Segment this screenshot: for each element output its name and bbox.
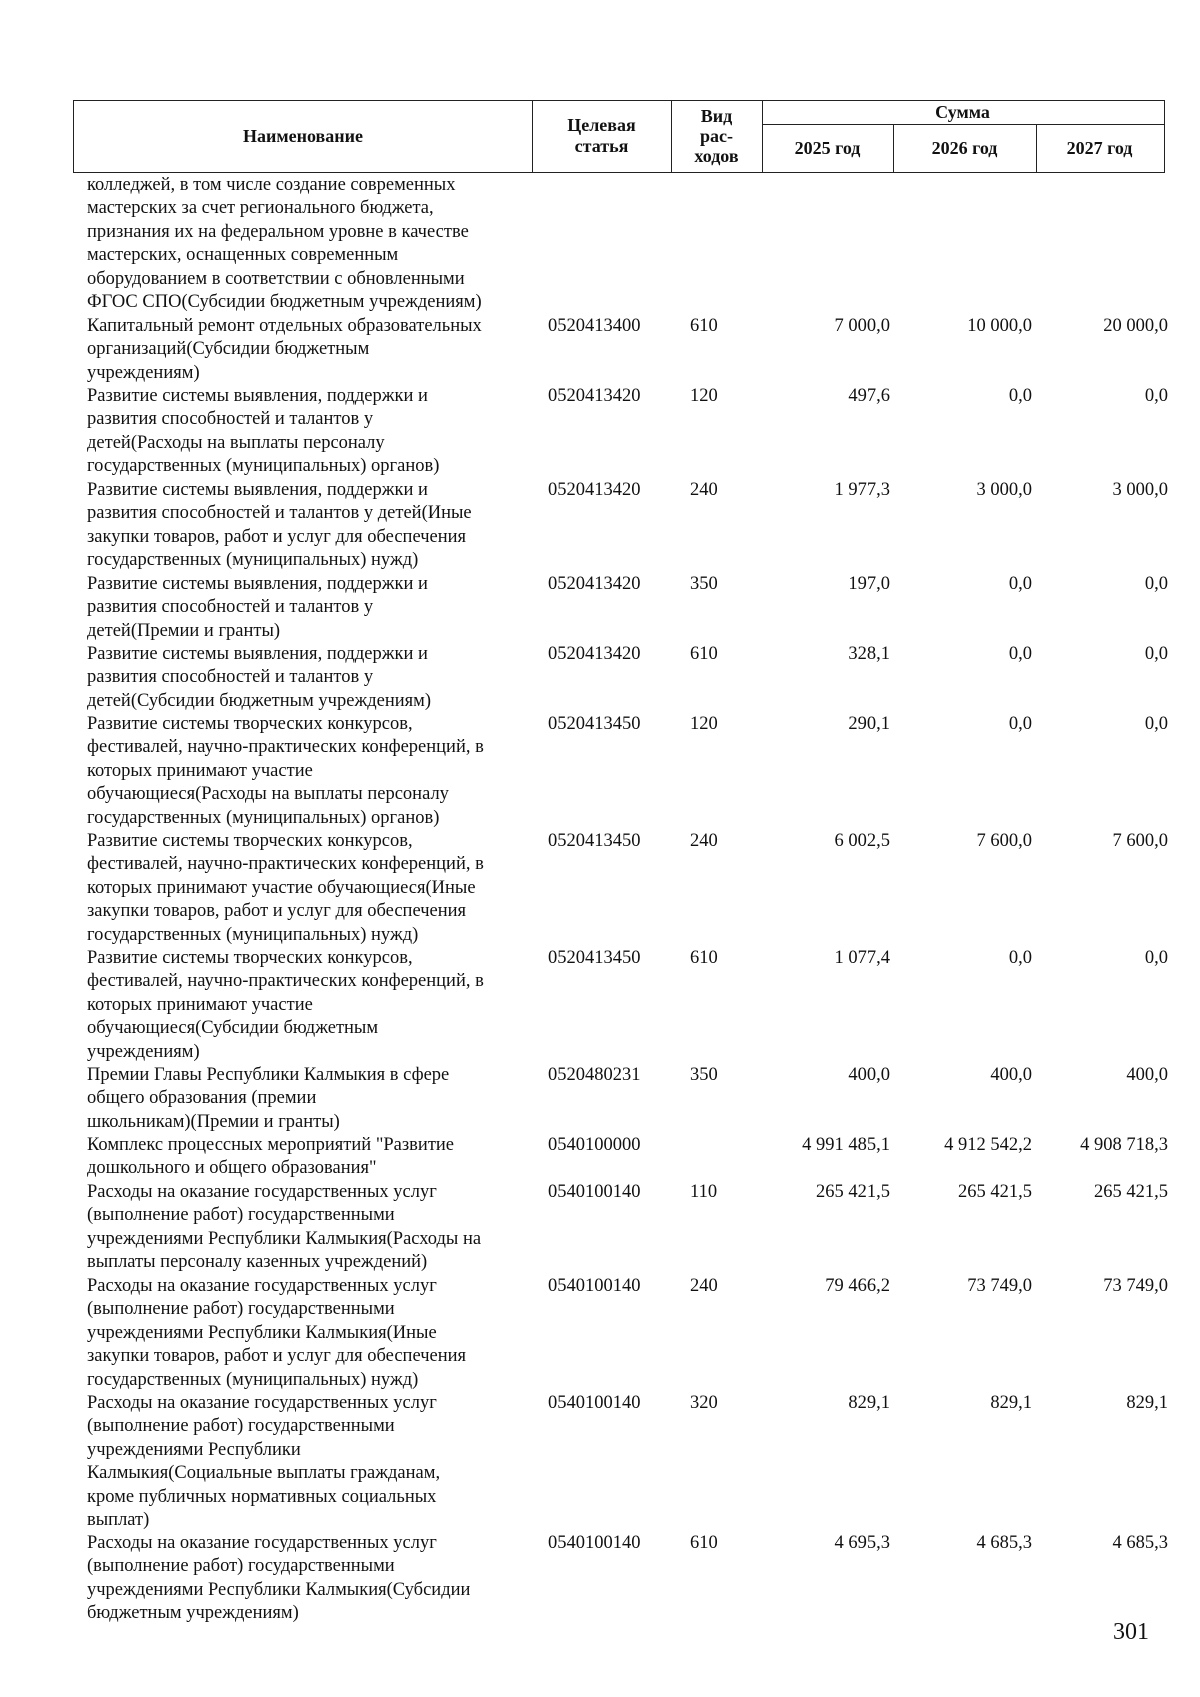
row-sum-2026: 0,0 bbox=[1008, 644, 1032, 664]
row-expense-type: 240 bbox=[690, 1276, 718, 1296]
row-sum-2027: 73 749,0 bbox=[1103, 1276, 1168, 1296]
row-name: Капитальный ремонт отдельных образовательных организаций(Субсидии бюджетным учреждениям) bbox=[87, 316, 482, 383]
row-sum-2026: 73 749,0 bbox=[967, 1276, 1032, 1296]
row-sum-2027: 4 908 718,3 bbox=[1080, 1135, 1168, 1155]
row-target-article: 0520413420 bbox=[548, 386, 641, 406]
row-expense-type: 610 bbox=[690, 948, 718, 968]
header-sum: Сумма bbox=[935, 102, 990, 122]
row-sum-2025: 7 000,0 bbox=[834, 316, 890, 336]
row-sum-2026: 0,0 bbox=[1008, 574, 1032, 594]
row-expense-type: 110 bbox=[690, 1182, 718, 1202]
row-expense-type: 240 bbox=[690, 480, 718, 500]
header-target-article: Целевая статья bbox=[567, 115, 636, 156]
row-expense-type: 320 bbox=[690, 1393, 718, 1413]
row-target-article: 0520480231 bbox=[548, 1065, 641, 1085]
row-sum-2026: 829,1 bbox=[990, 1393, 1032, 1413]
row-target-article: 0540100000 bbox=[548, 1135, 641, 1155]
row-sum-2026: 0,0 bbox=[1008, 386, 1032, 406]
row-sum-2025: 6 002,5 bbox=[834, 831, 890, 851]
row-target-article: 0520413400 bbox=[548, 316, 641, 336]
row-target-article: 0520413420 bbox=[548, 574, 641, 594]
row-name: Расходы на оказание государственных услуг (выполнение работ) государственными учреждениями Республики Калмыкия(Социальные выплаты гражданам, кроме публичных нормативных социальных выплат) bbox=[87, 1393, 441, 1531]
row-expense-type: 350 bbox=[690, 1065, 718, 1085]
row-sum-2025: 290,1 bbox=[848, 714, 890, 734]
row-target-article: 0540100140 bbox=[548, 1182, 641, 1202]
row-sum-2025: 1 977,3 bbox=[834, 480, 890, 500]
page-number: 301 bbox=[1113, 1619, 1149, 1645]
row-sum-2027: 20 000,0 bbox=[1103, 316, 1168, 336]
row-sum-2027: 7 600,0 bbox=[1112, 831, 1168, 851]
row-target-article: 0520413450 bbox=[548, 948, 641, 968]
row-name: Развитие системы выявления, поддержки и развития способностей и талантов у детей(Субсидии бюджетным учреждениям) bbox=[87, 644, 432, 711]
row-sum-2027: 4 685,3 bbox=[1112, 1533, 1168, 1553]
row-sum-2025: 79 466,2 bbox=[825, 1276, 890, 1296]
row-sum-2025: 265 421,5 bbox=[816, 1182, 890, 1202]
row-expense-type: 120 bbox=[690, 386, 718, 406]
row-target-article: 0540100140 bbox=[548, 1533, 641, 1553]
row-sum-2026: 4 685,3 bbox=[976, 1533, 1032, 1553]
row-sum-2026: 0,0 bbox=[1008, 948, 1032, 968]
row-sum-2026: 265 421,5 bbox=[958, 1182, 1032, 1202]
row-sum-2025: 4 991 485,1 bbox=[802, 1135, 890, 1155]
row-sum-2027: 400,0 bbox=[1126, 1065, 1168, 1085]
row-sum-2026: 4 912 542,2 bbox=[944, 1135, 1032, 1155]
row-target-article: 0540100140 bbox=[548, 1393, 641, 1413]
row-sum-2025: 497,6 bbox=[848, 386, 890, 406]
row-sum-2025: 4 695,3 bbox=[834, 1533, 890, 1553]
row-expense-type: 610 bbox=[690, 644, 718, 664]
row-sum-2027: 265 421,5 bbox=[1094, 1182, 1168, 1202]
row-sum-2025: 400,0 bbox=[848, 1065, 890, 1085]
header-name: Наименование bbox=[243, 125, 363, 146]
row-sum-2027: 3 000,0 bbox=[1112, 480, 1168, 500]
row-sum-2025: 328,1 bbox=[848, 644, 890, 664]
header-year-2025: 2025 год bbox=[794, 137, 861, 158]
row-name: Расходы на оказание государственных услуг (выполнение работ) государственными учреждениями Республики Калмыкия(Субсидии бюджетным учреждениям) bbox=[87, 1533, 471, 1624]
row-sum-2025: 197,0 bbox=[848, 574, 890, 594]
row-sum-2026: 3 000,0 bbox=[976, 480, 1032, 500]
row-sum-2026: 400,0 bbox=[990, 1065, 1032, 1085]
row-sum-2027: 829,1 bbox=[1126, 1393, 1168, 1413]
row-expense-type: 610 bbox=[690, 316, 718, 336]
row-name: Развитие системы творческих конкурсов, фестивалей, научно-практических конференций, в которых принимают участие обучающиеся(Субсидии бюджетным учреждениям) bbox=[87, 948, 484, 1062]
row-name: Развитие системы выявления, поддержки и развития способностей и талантов у детей(Расходы на выплаты персоналу государственных (муниципальных) органов) bbox=[87, 386, 440, 477]
row-sum-2027: 0,0 bbox=[1144, 948, 1168, 968]
row-name: Развитие системы выявления, поддержки и развития способностей и талантов у детей(Иные закупки товаров, работ и услуг для обеспечения государственных (муниципальных) нужд) bbox=[87, 480, 472, 571]
row-name: Премии Главы Республики Калмыкия в сфере общего образования (премии школьникам)(Премии и гранты) bbox=[87, 1065, 450, 1132]
row-sum-2026: 0,0 bbox=[1008, 714, 1032, 734]
row-expense-type: 350 bbox=[690, 574, 718, 594]
row-sum-2027: 0,0 bbox=[1144, 386, 1168, 406]
row-sum-2026: 7 600,0 bbox=[976, 831, 1032, 851]
row-name: Комплекс процессных мероприятий "Развитие дошкольного и общего образования" bbox=[87, 1135, 455, 1179]
row-name: Развитие системы творческих конкурсов, фестивалей, научно-практических конференций, в которых принимают участие обучающиеся(Иные закупки товаров, работ и услуг для обеспечения государственных (муниципальных) нужд) bbox=[87, 831, 484, 945]
row-name: Развитие системы творческих конкурсов, фестивалей, научно-практических конференций, в которых принимают участие обучающиеся(Расходы на выплаты персоналу государственных (муниципальных) органов) bbox=[87, 714, 484, 828]
row-expense-type: 240 bbox=[690, 831, 718, 851]
header-year-2026: 2026 год bbox=[931, 137, 998, 158]
row-name: Развитие системы выявления, поддержки и развития способностей и талантов у детей(Премии и гранты) bbox=[87, 574, 428, 641]
row-name: Расходы на оказание государственных услуг (выполнение работ) государственными учреждениями Республики Калмыкия(Иные закупки товаров, работ и услуг для обеспечения государственных (муниципальных) нужд) bbox=[87, 1276, 467, 1390]
row-sum-2027: 0,0 bbox=[1144, 574, 1168, 594]
table-header bbox=[73, 100, 1165, 173]
row-target-article: 0520413450 bbox=[548, 831, 641, 851]
row-expense-type: 120 bbox=[690, 714, 718, 734]
header-expense-type: Вид рас- ходов bbox=[694, 106, 739, 166]
row-target-article: 0540100140 bbox=[548, 1276, 641, 1296]
header-year-2027: 2027 год bbox=[1066, 137, 1133, 158]
row-target-article: 0520413450 bbox=[548, 714, 641, 734]
row-target-article: 0520413420 bbox=[548, 480, 641, 500]
row-sum-2027: 0,0 bbox=[1144, 644, 1168, 664]
row-sum-2025: 829,1 bbox=[848, 1393, 890, 1413]
row-name: колледжей, в том числе создание современных мастерских за счет регионального бюджета, признания их на федеральном уровне в качестве мастерских, оснащенных современным оборудованием в соответствии с обновленными ФГОС СПО(Субсидии бюджетным учреждениям) bbox=[87, 175, 482, 313]
row-target-article: 0520413420 bbox=[548, 644, 641, 664]
row-sum-2025: 1 077,4 bbox=[834, 948, 890, 968]
row-name: Расходы на оказание государственных услуг (выполнение работ) государственными учреждениями Республики Калмыкия(Расходы на выплаты персоналу казенных учреждений) bbox=[87, 1182, 482, 1273]
row-expense-type: 610 bbox=[690, 1533, 718, 1553]
row-sum-2027: 0,0 bbox=[1144, 714, 1168, 734]
row-sum-2026: 10 000,0 bbox=[967, 316, 1032, 336]
